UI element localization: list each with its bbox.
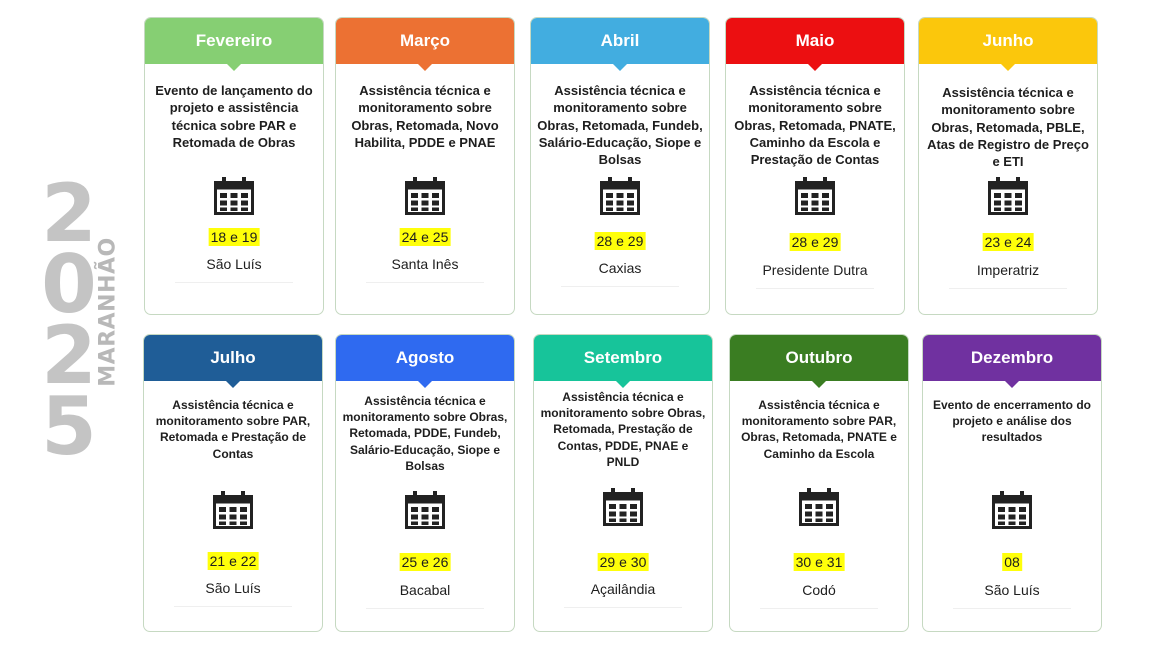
- month-description: Assistência técnica e monitoramento sobre PAR, Obras, Retomada, PNATE e Caminho da Escola: [741, 398, 897, 461]
- calendar-icon: [799, 487, 839, 527]
- calendar-icon: [213, 490, 253, 530]
- calendar-icon: [405, 176, 445, 216]
- month-description: Assistência técnica e monitoramento sobre PAR, Retomada e Prestação de Contas: [155, 398, 311, 461]
- event-city: Açailândia: [534, 581, 712, 597]
- state-label: MARANHÃO: [95, 237, 121, 387]
- month-header: Fevereiro: [145, 18, 323, 64]
- event-dates: 21 e 22: [209, 553, 257, 569]
- month-header: Março: [336, 18, 514, 64]
- month-header: Agosto: [336, 335, 514, 381]
- month-card-marco: [335, 17, 515, 315]
- month-header: Julho: [144, 335, 322, 381]
- month-description: Assistência técnica e monitoramento sobre Obras, Retomada, Prestação de Contas, PDDE, PNAE e PNLD: [540, 390, 706, 469]
- event-dates: 28 e 29: [791, 234, 839, 250]
- event-dates: 23 e 24: [984, 234, 1032, 250]
- calendar-icon: [600, 176, 640, 216]
- event-city: São Luís: [145, 256, 323, 272]
- month-card-junho: [918, 17, 1098, 315]
- month-card-setembro: [533, 334, 713, 632]
- event-city: Bacabal: [336, 582, 514, 598]
- event-city: Presidente Dutra: [726, 262, 904, 278]
- event-dates: 25 e 26: [401, 554, 449, 570]
- year-digit: 2: [41, 309, 97, 402]
- month-header: Dezembro: [923, 335, 1101, 381]
- month-card-dezembro: [922, 334, 1102, 632]
- month-header: Setembro: [534, 335, 712, 381]
- month-description: Assistência técnica e monitoramento sobre Obras, Retomada, PDDE, Fundeb, Salário-Educação, Siope e Bolsas: [342, 394, 508, 473]
- event-city: São Luís: [923, 582, 1101, 598]
- event-dates: 08: [1004, 554, 1020, 570]
- calendar-icon: [992, 490, 1032, 530]
- year-digit: 2: [41, 167, 97, 260]
- event-dates: 29 e 30: [599, 554, 647, 570]
- year-digit: 5: [41, 380, 97, 473]
- calendar-icon: [988, 176, 1028, 216]
- month-card-agosto: [335, 334, 515, 632]
- calendar-icon: [795, 176, 835, 216]
- event-dates: 24 e 25: [401, 229, 449, 245]
- month-header: Junho: [919, 18, 1097, 64]
- month-description: Evento de encerramento do projeto e análise dos resultados: [932, 398, 1092, 445]
- month-card-julho: [143, 334, 323, 632]
- month-description: Assistência técnica e monitoramento sobre Obras, Retomada, PNATE, Caminho da Escola e Prestação de Contas: [734, 83, 896, 168]
- month-header: Outubro: [730, 335, 908, 381]
- month-card-maio: [725, 17, 905, 315]
- month-header: Abril: [531, 18, 709, 64]
- event-city: São Luís: [144, 580, 322, 596]
- month-card-abril: [530, 17, 710, 315]
- event-city: Santa Inês: [336, 256, 514, 272]
- event-city: Codó: [730, 582, 908, 598]
- month-description: Assistência técnica e monitoramento sobre Obras, Retomada, Fundeb, Salário-Educação, Siope e Bolsas: [537, 83, 703, 168]
- month-header: Maio: [726, 18, 904, 64]
- calendar-icon: [603, 487, 643, 527]
- event-city: Caxias: [531, 260, 709, 276]
- event-dates: 28 e 29: [596, 233, 644, 249]
- month-description: Assistência técnica e monitoramento sobre Obras, Retomada, Novo Habilita, PDDE e PNAE: [351, 83, 499, 150]
- year-2025-watermark: [38, 167, 100, 473]
- month-card-fevereiro: [144, 17, 324, 315]
- event-city: Imperatriz: [919, 262, 1097, 278]
- month-description: Assistência técnica e monitoramento sobre Obras, Retomada, PBLE, Atas de Registro de Preço e ETI: [927, 85, 1089, 170]
- month-description: Evento de lançamento do projeto e assistência técnica sobre PAR e Retomada de Obras: [155, 83, 313, 150]
- calendar-icon: [405, 490, 445, 530]
- year-digit: 0: [41, 238, 97, 331]
- month-card-outubro: [729, 334, 909, 632]
- event-dates: 18 e 19: [210, 229, 258, 245]
- calendar-icon: [214, 176, 254, 216]
- event-dates: 30 e 31: [795, 554, 843, 570]
